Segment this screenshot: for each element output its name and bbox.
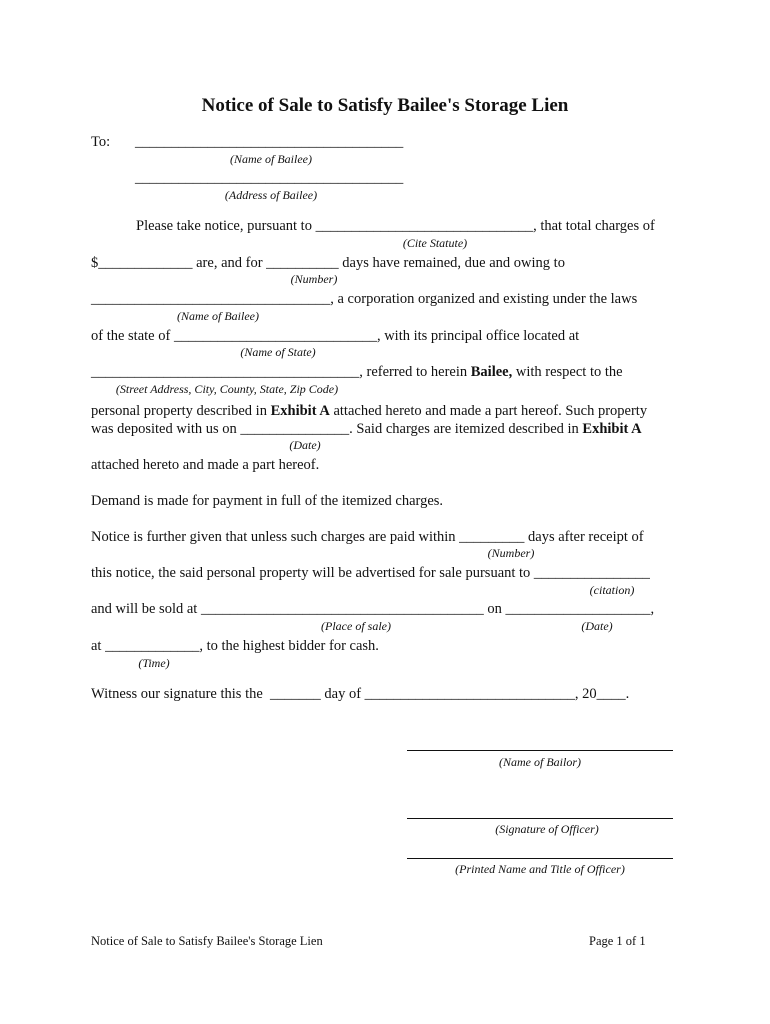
cite-statute-caption: (Cite Statute)	[402, 236, 468, 250]
bailee-name-caption: (Name of Bailee)	[230, 152, 312, 166]
notice-line-7: was deposited with us on _______________. Said charges are itemized described in Exhibit A	[91, 421, 642, 437]
notice-line-6: personal property described in Exhibit A attached hereto and made a part hereof. Such property	[91, 403, 648, 419]
state-name-caption: (Name of State)	[240, 345, 316, 359]
demand-paragraph: Demand is made for payment in full of the itemized charges.	[91, 493, 444, 509]
days-number-caption: (Number)	[290, 272, 338, 286]
place-of-sale-caption: (Place of sale)	[321, 619, 391, 633]
sale-notice-line-4: at _____________, to the highest bidder for cash.	[91, 638, 379, 654]
bailor-name-caption: (Name of Bailor)	[499, 755, 581, 769]
bailee-address-blank: _____________________________________	[135, 170, 404, 186]
bailee-name-blank: _____________________________________	[135, 134, 404, 150]
sale-notice-line-3: and will be sold at _______________________________________ on ____________________,	[91, 601, 655, 617]
bailee-name-caption-2: (Name of Bailee)	[177, 309, 259, 323]
notice-line-5: _____________________________________, referred to herein Bailee, with respect to the	[91, 364, 623, 380]
to-label: To:	[91, 134, 111, 150]
notice-line-8: attached hereto and made a part hereof.	[91, 457, 320, 473]
deposit-date-caption: (Date)	[289, 438, 321, 452]
footer-title: Notice of Sale to Satisfy Bailee's Storage Lien	[91, 934, 323, 948]
document-title: Notice of Sale to Satisfy Bailee's Storage Lien	[201, 95, 569, 116]
notice-line-1: Please take notice, pursuant to ______________________________, that total charges of	[136, 218, 655, 234]
sale-notice-line-1: Notice is further given that unless such charges are paid within _________ days after receipt of	[91, 529, 644, 545]
bailor-name-line	[407, 750, 673, 751]
days-after-receipt-caption: (Number)	[487, 546, 535, 560]
officer-signature-caption: (Signature of Officer)	[495, 822, 599, 836]
notice-line-2: $_____________ are, and for __________ days have remained, due and owing to	[91, 255, 565, 271]
sale-date-caption: (Date)	[581, 619, 613, 633]
notice-line-3: _________________________________, a corporation organized and existing under the laws	[91, 291, 638, 307]
notice-line-4: of the state of ____________________________, with its principal office located at	[91, 328, 580, 344]
street-address-caption: (Street Address, City, County, State, Zip Code)	[115, 382, 339, 396]
printed-name-caption: (Printed Name and Title of Officer)	[455, 862, 625, 876]
footer-page-number: Page 1 of 1	[589, 934, 646, 948]
witness-line: Witness our signature this the _______ day of _____________________________, 20____.	[91, 686, 630, 702]
citation-caption: (citation)	[589, 583, 635, 597]
bailee-address-caption: (Address of Bailee)	[224, 188, 318, 202]
printed-name-line	[407, 858, 673, 859]
sale-notice-line-2: this notice, the said personal property will be advertised for sale pursuant to ________________	[91, 565, 650, 581]
officer-signature-line	[407, 818, 673, 819]
sale-time-caption: (Time)	[138, 656, 170, 670]
